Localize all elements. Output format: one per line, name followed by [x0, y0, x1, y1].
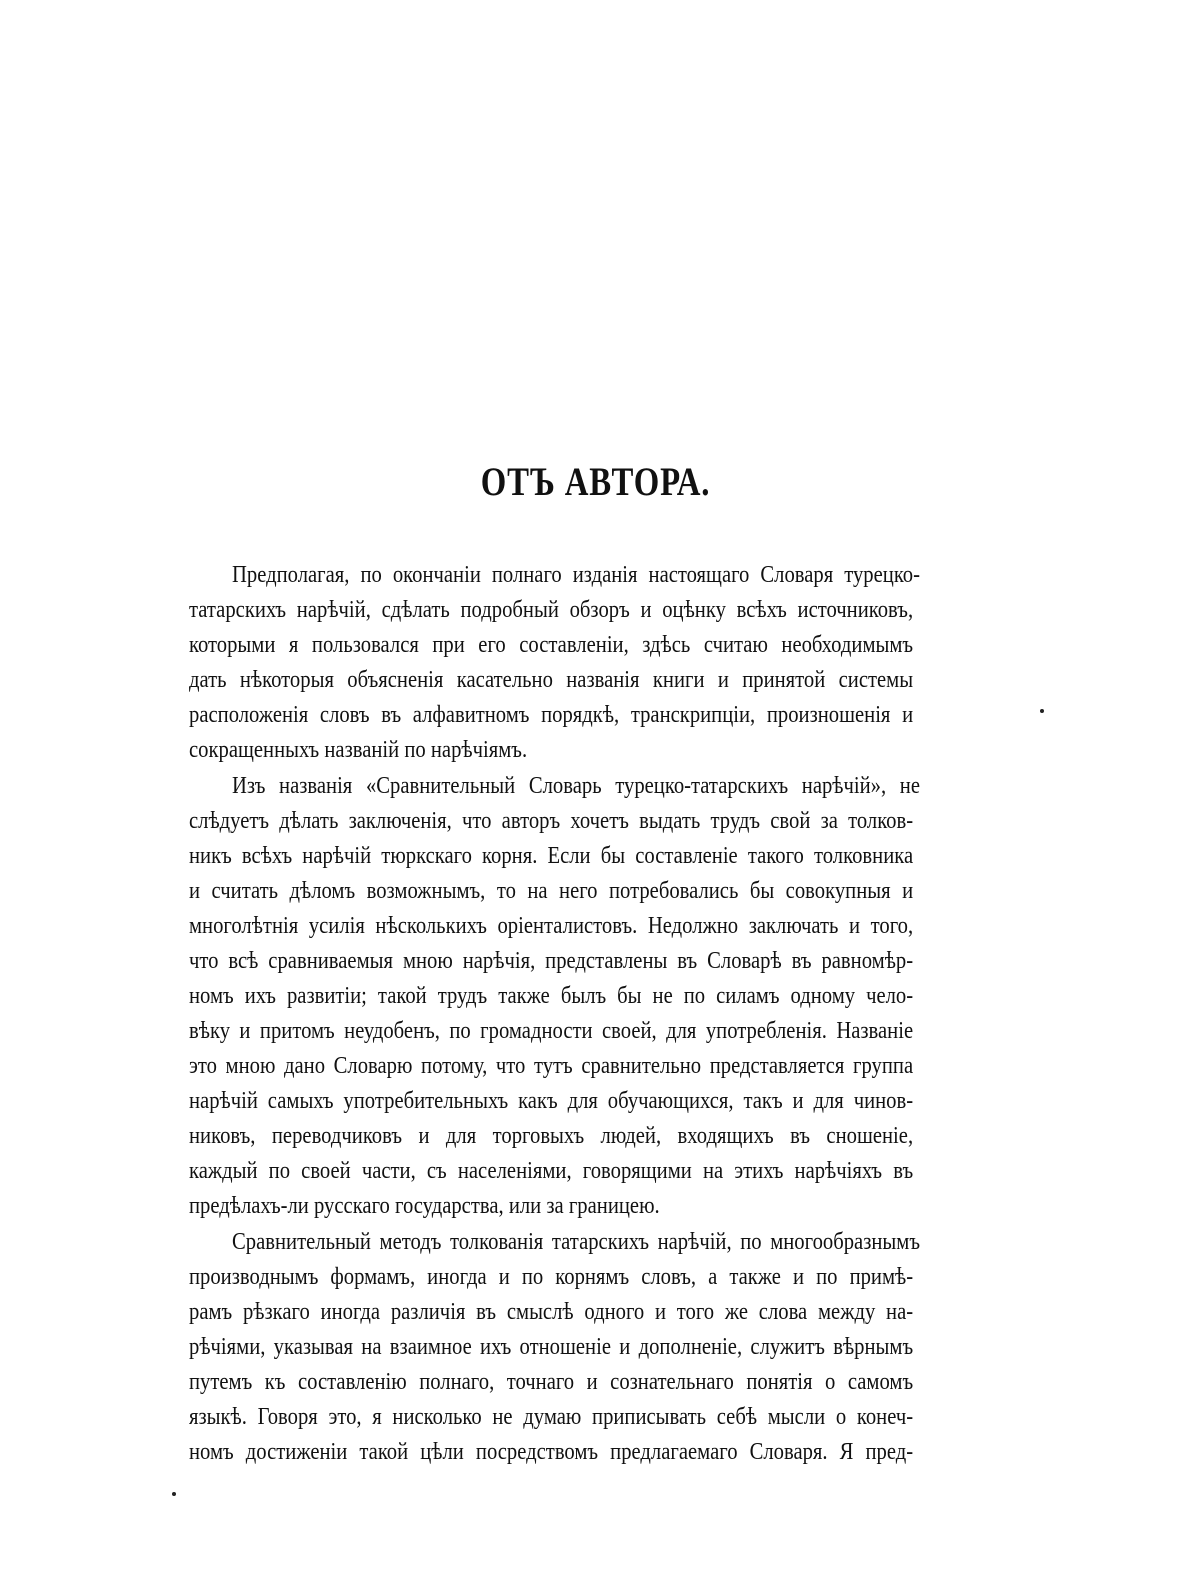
text-line: что всѣ сравниваемыя мною нарѣчія, представлены въ Словарѣ въ равномѣр- [189, 948, 914, 974]
text-line: сокращенныхъ названій по нарѣчіямъ. [189, 737, 528, 763]
text-line: путемъ къ составленію полнаго, точнаго и сознательнаго понятія о самомъ [189, 1369, 914, 1395]
text-line: расположенія словъ въ алфавитномъ порядкѣ, транскрипціи, произношенія и [189, 702, 914, 728]
text-line: языкѣ. Говоря это, я нисколько не думаю приписывать себѣ мысли о конеч- [189, 1404, 914, 1430]
page-title: ОТЪ АВТОРА. [480, 459, 711, 504]
text-line: рѣчіями, указывая на взаимное ихъ отношеніе и дополненіе, служитъ вѣрнымъ [189, 1334, 914, 1360]
scan-speck [172, 1492, 176, 1496]
text-line: Предполагая, по окончаніи полнаго изданія настоящаго Словаря турецко- [232, 562, 920, 588]
text-line: слѣдуетъ дѣлать заключенія, что авторъ хочетъ выдать трудъ свой за толков- [189, 808, 914, 834]
text-line: никовъ, переводчиковъ и для торговыхъ людей, входящихъ въ сношеніе, [189, 1123, 914, 1149]
text-line: которыми я пользовался при его составленіи, здѣсь считаю необходимымъ [189, 632, 914, 658]
scan-speck [1040, 709, 1044, 713]
text-line: вѣку и притомъ неудобенъ, по громадности своей, для употребленія. Названіе [189, 1018, 914, 1044]
text-line: Изъ названія «Сравнительный Словарь турецко-татарскихъ нарѣчій», не [232, 773, 920, 799]
text-line: предѣлахъ-ли русскаго государства, или за границею. [189, 1193, 660, 1219]
text-line: и считать дѣломъ возможнымъ, то на него потребовались бы совокупныя и [189, 878, 914, 904]
text-line: номъ ихъ развитіи; такой трудъ также былъ бы не по силамъ одному чело- [189, 983, 914, 1009]
text-line: каждый по своей части, съ населеніями, говорящими на этихъ нарѣчіяхъ въ [189, 1158, 914, 1184]
text-line: это мною дано Словарю потому, что тутъ сравнительно представляется группа [189, 1053, 914, 1079]
text-line: нарѣчій самыхъ употребительныхъ какъ для обучающихся, такъ и для чинов- [189, 1088, 914, 1114]
text-line: номъ достиженіи такой цѣли посредствомъ предлагаемаго Словаря. Я пред- [189, 1439, 914, 1465]
text-line: производнымъ формамъ, иногда и по корнямъ словъ, а также и по примѣ- [189, 1264, 914, 1290]
text-line: татарскихъ нарѣчій, сдѣлать подробный обзоръ и оцѣнку всѣхъ источниковъ, [189, 597, 914, 623]
text-line: Сравнительный методъ толкованія татарскихъ нарѣчій, по многообразнымъ [232, 1229, 920, 1255]
text-line: дать нѣкоторыя объясненія касательно названія книги и принятой системы [189, 667, 914, 693]
text-line: никъ всѣхъ нарѣчій тюркскаго корня. Если бы составленіе такого толковника [189, 843, 914, 869]
text-line: рамъ рѣзкаго иногда различія въ смыслѣ одного и того же слова между на- [189, 1299, 914, 1325]
text-line: многолѣтнія усилія нѣсколькихъ оріенталистовъ. Недолжно заключать и того, [189, 913, 914, 939]
